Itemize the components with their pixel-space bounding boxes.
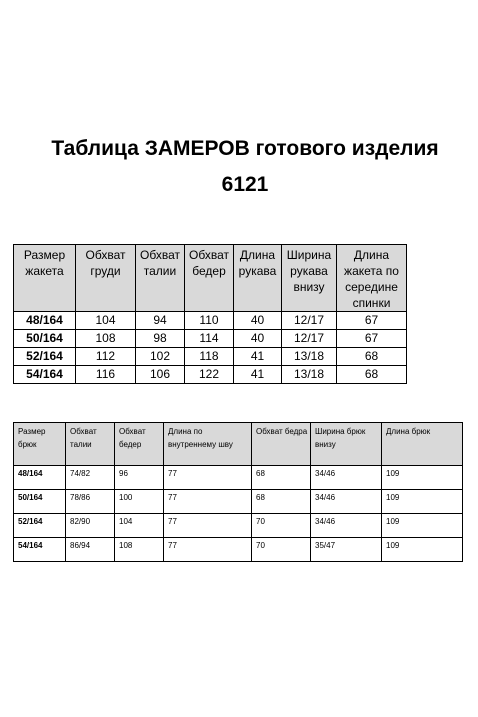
table-row bbox=[14, 538, 463, 562]
table-cell: 40 bbox=[234, 312, 282, 330]
table-cell: 68 bbox=[337, 348, 407, 366]
header-cell: Обхват бедер bbox=[185, 245, 234, 312]
size-cell: 48/164 bbox=[14, 312, 76, 330]
table-cell: 116 bbox=[76, 366, 136, 384]
table-cell: 34/46 bbox=[311, 490, 382, 514]
header-cell: Обхват бедра bbox=[252, 423, 311, 466]
table-cell: 77 bbox=[164, 466, 252, 490]
table-cell: 118 bbox=[185, 348, 234, 366]
page-title: Таблица ЗАМЕРОВ готового изделия bbox=[51, 137, 439, 160]
table-cell: 77 bbox=[164, 490, 252, 514]
table-cell: 13/18 bbox=[282, 348, 337, 366]
table-cell: 94 bbox=[136, 312, 185, 330]
header-cell: Длина жакета по середине спинки bbox=[337, 245, 407, 312]
size-cell: 52/164 bbox=[14, 514, 66, 538]
size-cell: 50/164 bbox=[14, 330, 76, 348]
table-header-row bbox=[14, 245, 407, 312]
table-cell: 74/82 bbox=[66, 466, 115, 490]
header-cell: Обхват груди bbox=[76, 245, 136, 312]
table-cell: 112 bbox=[76, 348, 136, 366]
table-cell: 109 bbox=[382, 466, 463, 490]
table-cell: 114 bbox=[185, 330, 234, 348]
header-cell: Размер жакета bbox=[14, 245, 76, 312]
size-cell: 54/164 bbox=[14, 538, 66, 562]
table-row bbox=[14, 514, 463, 538]
table-cell: 12/17 bbox=[282, 312, 337, 330]
table-cell: 34/46 bbox=[311, 466, 382, 490]
table-cell: 102 bbox=[136, 348, 185, 366]
table-cell: 110 bbox=[185, 312, 234, 330]
table-cell: 104 bbox=[115, 514, 164, 538]
table-cell: 35/47 bbox=[311, 538, 382, 562]
header-cell: Обхват талии bbox=[66, 423, 115, 466]
header-cell: Обхват бедер bbox=[115, 423, 164, 466]
table-cell: 68 bbox=[337, 366, 407, 384]
table-cell: 68 bbox=[252, 490, 311, 514]
header-cell: Размер брюк bbox=[14, 423, 66, 466]
table-cell: 40 bbox=[234, 330, 282, 348]
table-cell: 100 bbox=[115, 490, 164, 514]
size-cell: 50/164 bbox=[14, 490, 66, 514]
table-cell: 67 bbox=[337, 330, 407, 348]
jacket-measurements-table bbox=[13, 244, 407, 384]
table-cell: 108 bbox=[115, 538, 164, 562]
size-cell: 52/164 bbox=[14, 348, 76, 366]
header-cell: Ширина рукава внизу bbox=[282, 245, 337, 312]
table-row bbox=[14, 466, 463, 490]
header-cell: Обхват талии bbox=[136, 245, 185, 312]
table-cell: 78/86 bbox=[66, 490, 115, 514]
table-row bbox=[14, 490, 463, 514]
table-cell: 109 bbox=[382, 538, 463, 562]
header-cell: Длина брюк bbox=[382, 423, 463, 466]
table-cell: 106 bbox=[136, 366, 185, 384]
table-header-row bbox=[14, 423, 463, 466]
table-cell: 13/18 bbox=[282, 366, 337, 384]
table-cell: 122 bbox=[185, 366, 234, 384]
table-cell: 82/90 bbox=[66, 514, 115, 538]
table-cell: 104 bbox=[76, 312, 136, 330]
table-cell: 77 bbox=[164, 538, 252, 562]
table-row bbox=[14, 330, 407, 348]
table-cell: 34/46 bbox=[311, 514, 382, 538]
table-cell: 68 bbox=[252, 466, 311, 490]
table-cell: 12/17 bbox=[282, 330, 337, 348]
table-cell: 96 bbox=[115, 466, 164, 490]
table-cell: 98 bbox=[136, 330, 185, 348]
table-cell: 86/94 bbox=[66, 538, 115, 562]
table-cell: 41 bbox=[234, 366, 282, 384]
table-cell: 41 bbox=[234, 348, 282, 366]
size-cell: 54/164 bbox=[14, 366, 76, 384]
table-cell: 67 bbox=[337, 312, 407, 330]
table-row bbox=[14, 366, 407, 384]
table-row bbox=[14, 348, 407, 366]
table-cell: 70 bbox=[252, 514, 311, 538]
table-cell: 77 bbox=[164, 514, 252, 538]
size-cell: 48/164 bbox=[14, 466, 66, 490]
model-number: 6121 bbox=[221, 173, 269, 196]
trousers-measurements-table bbox=[13, 422, 463, 562]
table-cell: 109 bbox=[382, 490, 463, 514]
table-cell: 109 bbox=[382, 514, 463, 538]
header-cell: Длина рукава bbox=[234, 245, 282, 312]
header-cell: Ширина брюк внизу bbox=[311, 423, 382, 466]
header-cell: Длина по внутреннему шву bbox=[164, 423, 252, 466]
table-cell: 108 bbox=[76, 330, 136, 348]
table-row bbox=[14, 312, 407, 330]
table-cell: 70 bbox=[252, 538, 311, 562]
